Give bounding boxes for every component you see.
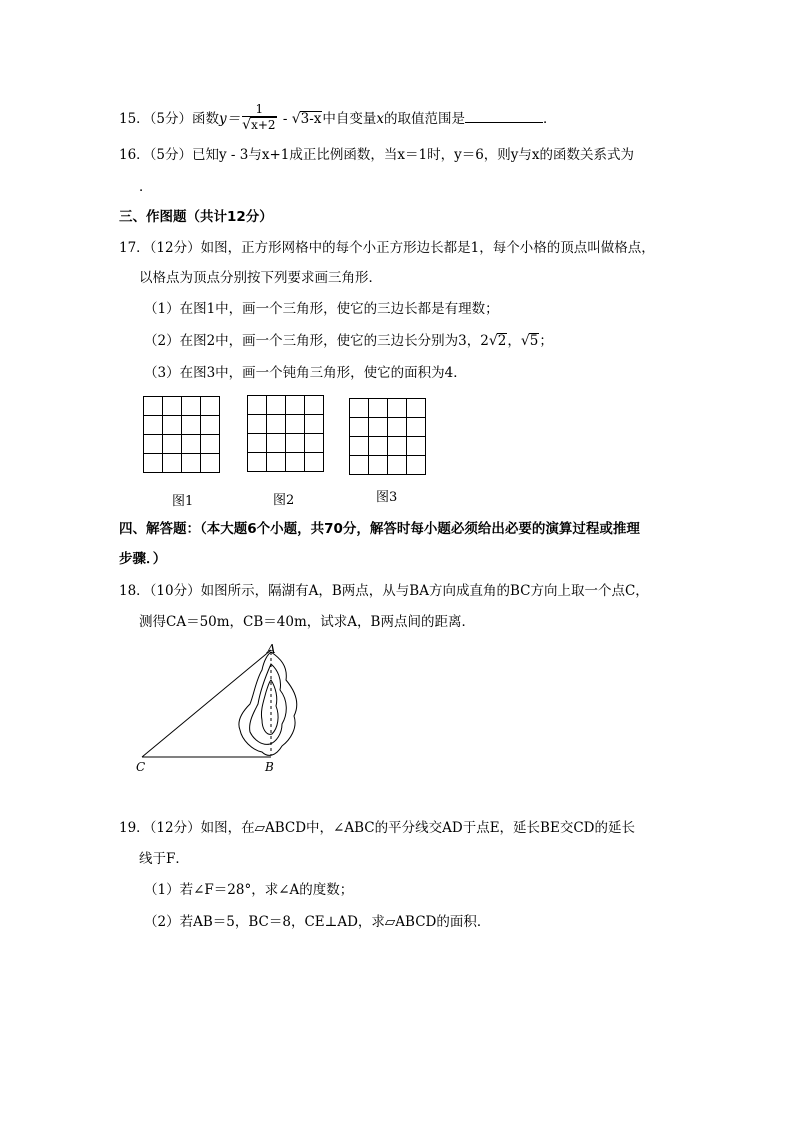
grid-figure-3 bbox=[349, 398, 427, 476]
section-3-title: 三、作图题（共计12分） bbox=[119, 209, 273, 225]
question-17-sub2 bbox=[144, 331, 553, 351]
q15-end: ． bbox=[543, 111, 557, 127]
question-16-line2: ． bbox=[139, 179, 153, 195]
q15-lead: 15．（5分）函数 bbox=[119, 111, 220, 127]
q17-sub2-c: ； bbox=[539, 333, 553, 349]
radical-icon: √ bbox=[242, 117, 252, 133]
segment-CA bbox=[142, 650, 271, 757]
caption-figure-2: 图2 bbox=[273, 493, 295, 508]
question-17-line2: 以格点为顶点分别按下列要求画三角形． bbox=[139, 270, 382, 286]
q15-radicand: 3-x bbox=[300, 111, 322, 127]
lake-outline-middle bbox=[250, 664, 287, 744]
q17-sub2-r1: 2 bbox=[497, 333, 507, 349]
lake-triangle-figure bbox=[130, 640, 320, 775]
question-18-line2: 测得CA＝50m，CB＝40m，试求A，B两点间的距离． bbox=[139, 614, 475, 630]
radical-icon: √ bbox=[488, 333, 498, 349]
q15-tail2: 的取值范围是 bbox=[384, 111, 466, 127]
question-17-line1: 17．（12分）如图，正方形网格中的每个小正方形边长都是1，每个小格的顶点叫做格点， bbox=[119, 240, 655, 256]
q17-sub2-b: ， bbox=[507, 333, 521, 349]
caption-figure-3: 图3 bbox=[376, 490, 398, 505]
section-4-line1: 四、解答题：（本大题6个小题，共70分，解答时每小题必须给出必要的演算过程或推理 bbox=[119, 521, 640, 537]
q15-var: x bbox=[376, 111, 385, 127]
q15-fraction bbox=[242, 102, 276, 133]
lake-outline-inner bbox=[261, 680, 278, 734]
radical-icon: √ bbox=[520, 333, 530, 349]
q15-tail: 中自变量 bbox=[322, 111, 377, 127]
grid-figure-1 bbox=[143, 396, 221, 474]
question-18-line1: 18．（10分）如图所示，隔湖有A，B两点，从与BA方向成直角的BC方向上取一个点C， bbox=[119, 583, 649, 599]
q15-minus: - bbox=[278, 111, 292, 127]
q17-sub2-r2: 5 bbox=[529, 333, 539, 349]
grid-figure-2 bbox=[247, 395, 325, 473]
caption-figure-1: 图1 bbox=[172, 494, 194, 509]
question-19-sub1: （1）若∠F＝28°，求∠A的度数； bbox=[144, 882, 354, 898]
question-17-sub3: （3）在图3中，画一个钝角三角形，使它的面积为4． bbox=[144, 365, 467, 381]
question-19-sub2: （2）若AB＝5，BC＝8，CE⊥AD，求▱ABCD的面积． bbox=[144, 914, 491, 930]
answer-blank bbox=[465, 108, 543, 123]
lake-outline-outer bbox=[239, 652, 297, 755]
q15-frac-num: 1 bbox=[242, 102, 276, 117]
q17-sub2-a: （2）在图2中，画一个三角形，使它的三边长分别为3，2 bbox=[144, 333, 489, 349]
label-A: A bbox=[267, 642, 276, 656]
label-C: C bbox=[136, 760, 146, 774]
q15-frac-den: x+2 bbox=[251, 118, 276, 132]
question-17-sub1: （1）在图1中，画一个三角形，使它的三边长都是有理数； bbox=[144, 301, 499, 317]
section-4-line2: 步骤．） bbox=[119, 551, 167, 567]
q15-y-eq: y＝ bbox=[219, 111, 241, 127]
question-19-line2: 线于F． bbox=[139, 851, 189, 867]
radical-icon: √ bbox=[291, 111, 301, 127]
label-B: B bbox=[265, 760, 274, 774]
question-15 bbox=[119, 104, 557, 135]
question-19-line1: 19．（12分）如图，在▱ABCD中，∠ABC的平分线交AD于点E，延长BE交CD的延长 bbox=[119, 820, 635, 836]
question-16-line1: 16．（5分）已知y - 3与x+1成正比例函数，当x＝1时，y＝6，则y与x的函数关系式为 bbox=[119, 147, 635, 163]
